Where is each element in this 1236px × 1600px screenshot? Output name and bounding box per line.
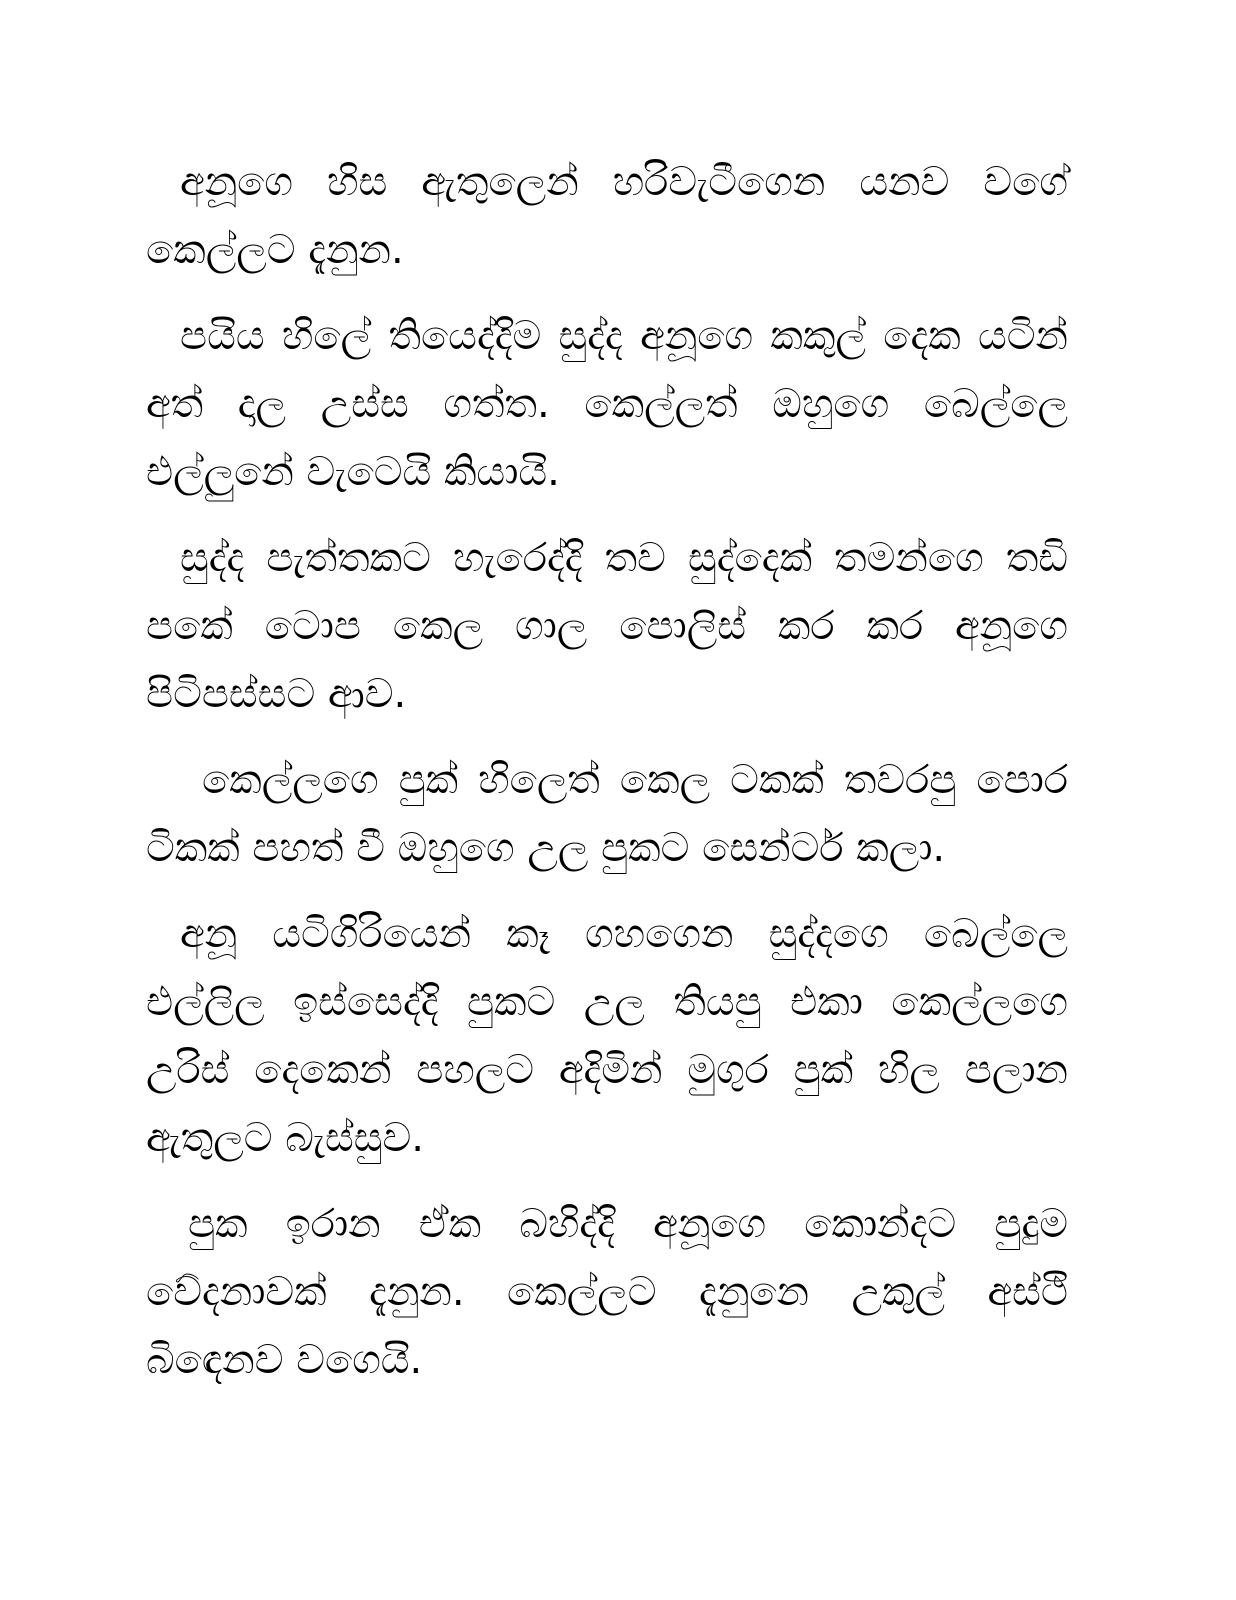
paragraph-2: පයිය හිලේ තියෙද්දිම සුද්ද අනූගෙ කකුල් දෙක යටින් අත් දාල උස්ස ගත්ත. කෙල්ලත් ඔහුගෙ බෙල්ලෙ එල්ලුනේ වැටෙයි කියායි. bbox=[146, 313, 1068, 495]
paragraph-3: සුද්ද පැත්තකට හැරෙද්දි තව සුද්දෙක් තමන්ගෙ තඩි පකේ ටොප කෙල ගාල පොලිස් කර කර අනූගෙ පිටිපස්සට ආව. bbox=[146, 535, 1068, 717]
paragraph-1: අනූගෙ හිස ඇතුලෙන් හරිවැටීගෙන යනව වගේ කෙල්ලට දැනුන. bbox=[146, 159, 1068, 273]
paragraph-5: අනූ යටිගිරියෙන් කෑ ගහගෙන සුද්දගෙ බෙල්ලෙ එල්ලිල ඉස්සෙද්දි පුකට උල තියපු එකා කෙල්ලගෙ උරිස් දෙකෙන් පහලට අදිමින් මුගුර පුක් හිල පලාන ඇතුලට බැස්සුව. bbox=[146, 911, 1068, 1161]
paragraph-6: පුක ඉරාන ඒක බහිද්දි අනූගෙ කොන්දට පුදුම වේදනාවක් දැනුන. කෙල්ලට දැනුනෙ උකුල් අස්ථි බිඳෙනව වගෙයි. bbox=[146, 1201, 1068, 1383]
body-text bbox=[146, 148, 1068, 1412]
paragraph-4: කෙල්ලගෙ පුක් හිලෙත් කෙල ටකක් තවරපු පොර ටිකක් පහත් වී ඔහුගෙ උල පුකට සෙන්ටර් කලා. bbox=[146, 757, 1068, 871]
